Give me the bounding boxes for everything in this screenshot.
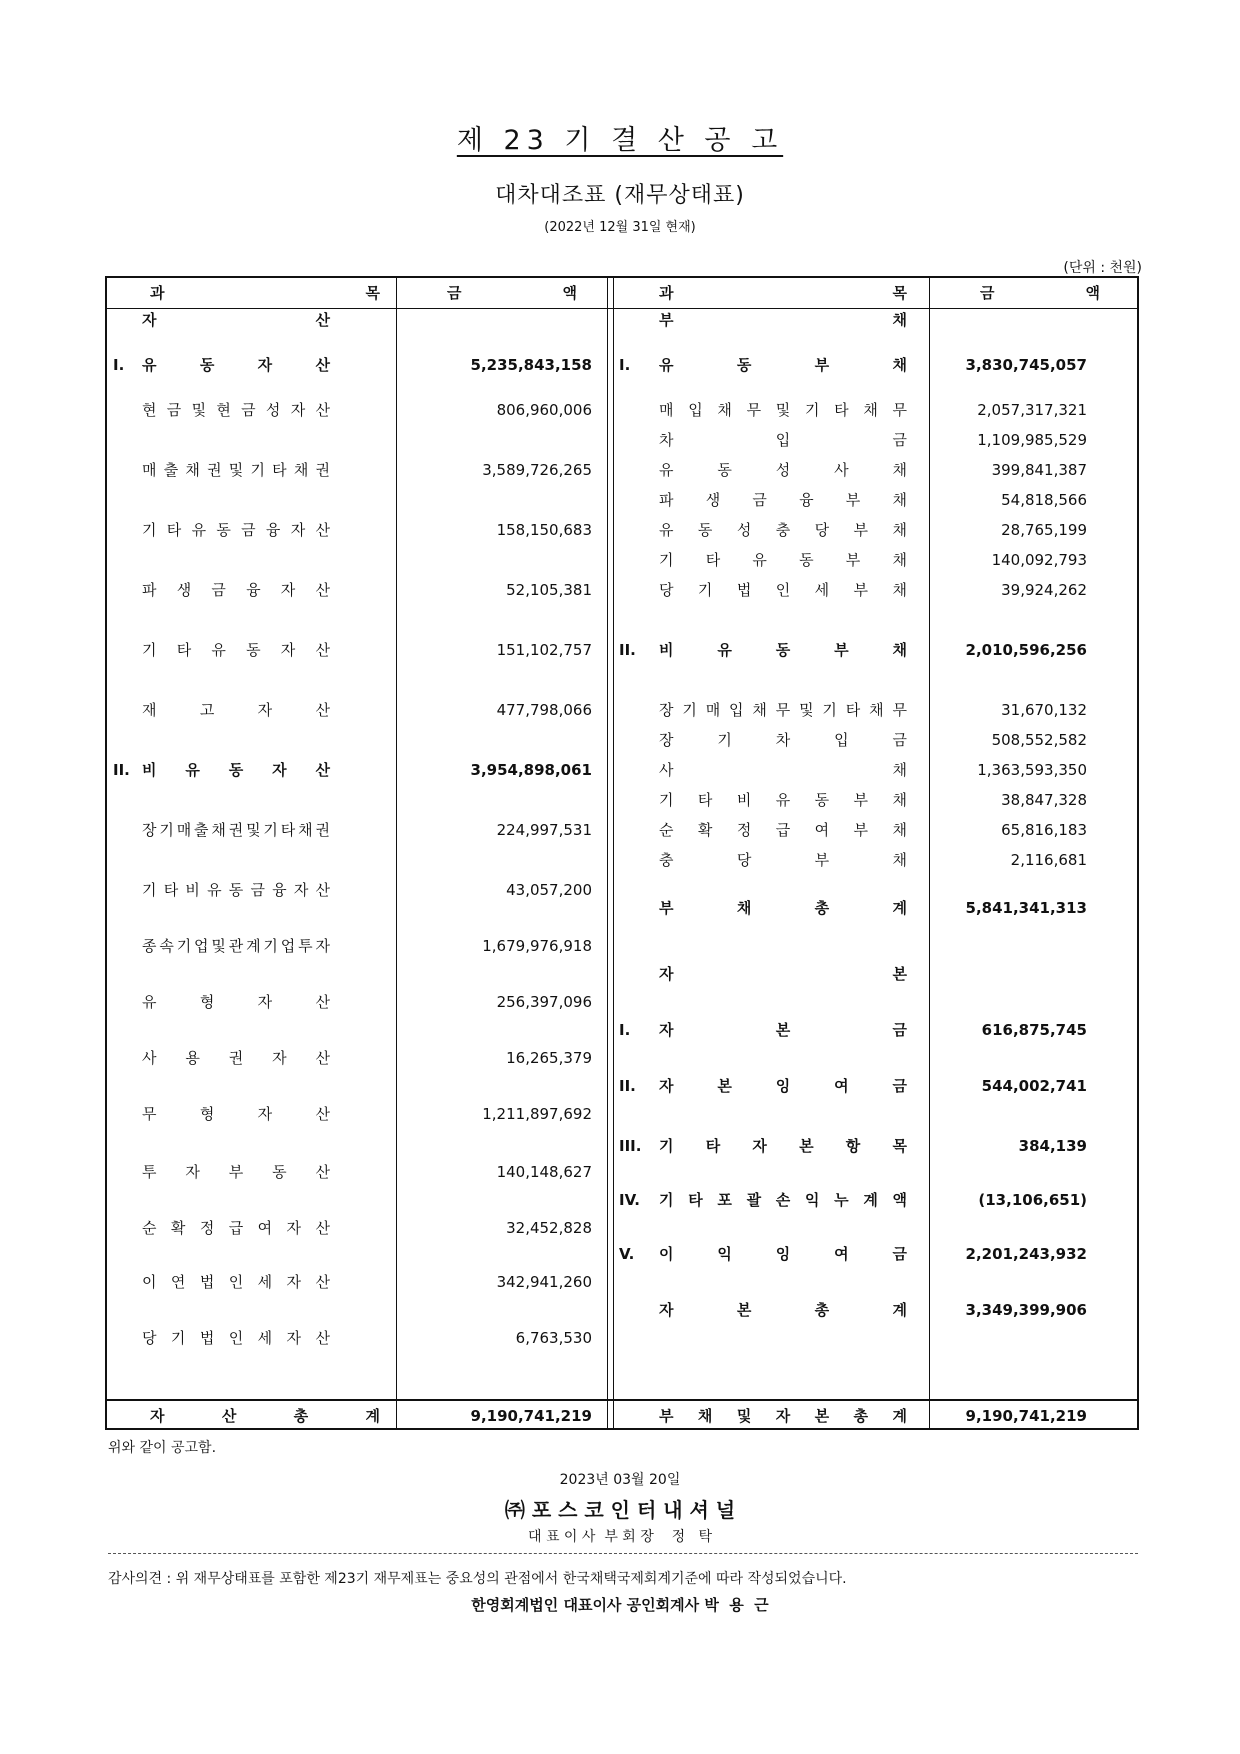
representative: 대 표 이 사 부 회 장 정 탁 xyxy=(527,1529,713,1545)
account-amount: 140,148,627 xyxy=(496,1163,592,1181)
account-amount: 1,211,897,692 xyxy=(482,1105,592,1123)
account-amount: 508,552,582 xyxy=(991,731,1087,749)
item-number: III. xyxy=(619,1137,642,1155)
account-amount: 5,235,843,158 xyxy=(470,356,592,374)
account-amount: 2,201,243,932 xyxy=(965,1245,1087,1263)
statement-title: 대차대조표 (재무상태표) xyxy=(495,183,745,208)
total-liab-equity-label: 부 채 및 자 본 총 계 xyxy=(659,1407,907,1425)
item-number: II. xyxy=(619,1077,636,1095)
account-name: 기 타 유 동 금 융 자 산 xyxy=(142,521,330,539)
account-amount: 616,875,745 xyxy=(981,1021,1087,1039)
item-number: IV. xyxy=(619,1191,640,1209)
column-divider xyxy=(396,278,397,1428)
column-divider xyxy=(607,278,608,1428)
account-name: 충 당 부 채 xyxy=(659,851,907,869)
account-amount: (13,106,651) xyxy=(978,1191,1087,1209)
account-name: 재 고 자 산 xyxy=(142,701,330,719)
account-name: 자 본 총 계 xyxy=(659,1301,907,1319)
account-amount: 256,397,096 xyxy=(496,993,592,1011)
account-name: 기 타 자 본 항 목 xyxy=(659,1137,907,1155)
company-name: ㈜ 포 스 코 인 터 내 셔 널 xyxy=(504,1498,736,1522)
account-name: 유 동 성 사 채 xyxy=(659,461,907,479)
account-name: 이 연 법 인 세 자 산 xyxy=(142,1273,330,1291)
account-name: 당 기 법 인 세 자 산 xyxy=(142,1329,330,1347)
account-name: 유 동 자 산 xyxy=(142,356,330,374)
account-amount: 3,954,898,061 xyxy=(470,761,592,779)
left-subject-header: 과 목 xyxy=(150,284,380,302)
account-amount: 151,102,757 xyxy=(496,641,592,659)
account-amount: 1,679,976,918 xyxy=(482,937,592,955)
item-number: I. xyxy=(619,1021,631,1039)
account-name: 기 타 유 동 부 채 xyxy=(659,551,907,569)
item-number: II. xyxy=(619,641,636,659)
item-number: I. xyxy=(113,356,125,374)
account-amount: 43,057,200 xyxy=(506,881,592,899)
account-amount: 3,349,399,906 xyxy=(965,1301,1087,1319)
account-name: 투 자 부 동 산 xyxy=(142,1163,330,1181)
account-name: 기 타 포 괄 손 익 누 계 액 xyxy=(659,1191,907,1209)
account-amount: 1,109,985,529 xyxy=(977,431,1087,449)
account-name: 장 기 매 입 채 무 및 기 타 채 무 xyxy=(659,701,907,719)
account-name: 유 동 성 충 당 부 채 xyxy=(659,521,907,539)
account-name: 파 생 금 융 부 채 xyxy=(659,491,907,509)
account-name: 종 속 기 업 및 관 계 기 업 투 자 xyxy=(142,937,330,955)
notice-text: 위와 같이 공고함. xyxy=(108,1440,217,1456)
audit-opinion: 감사의견 : 위 재무상태표를 포함한 제23기 재무제표는 중요성의 관점에서 한국채택국제회계기준에 따라 작성되었습니다. xyxy=(108,1571,847,1587)
account-name: 기 타 비 유 동 금 융 자 산 xyxy=(142,881,330,899)
notice-date: 2023년 03월 20일 xyxy=(559,1472,681,1488)
account-name: 사 채 xyxy=(659,761,907,779)
account-name: 장 기 매 출 채 권 및 기 타 채 권 xyxy=(142,821,330,839)
account-amount: 399,841,387 xyxy=(991,461,1087,479)
total-liab-equity-amount: 9,190,741,219 xyxy=(965,1407,1087,1425)
account-amount: 3,830,745,057 xyxy=(965,356,1087,374)
account-amount: 38,847,328 xyxy=(1001,791,1087,809)
account-name: 순 확 정 급 여 자 산 xyxy=(142,1219,330,1237)
account-name: 기 타 비 유 동 부 채 xyxy=(659,791,907,809)
account-amount: 2,057,317,321 xyxy=(977,401,1087,419)
account-name: 부 채 xyxy=(659,311,907,329)
account-amount: 5,841,341,313 xyxy=(965,899,1087,917)
column-divider xyxy=(613,278,614,1428)
account-amount: 65,816,183 xyxy=(1001,821,1087,839)
account-amount: 2,116,681 xyxy=(1010,851,1087,869)
total-assets-label: 자 산 총 계 xyxy=(150,1407,380,1425)
total-assets-amount: 9,190,741,219 xyxy=(470,1407,592,1425)
account-amount: 54,818,566 xyxy=(1001,491,1087,509)
account-amount: 31,670,132 xyxy=(1001,701,1087,719)
totals-divider xyxy=(107,1399,1137,1401)
account-name: 당 기 법 인 세 부 채 xyxy=(659,581,907,599)
account-name: 자 산 xyxy=(142,311,330,329)
account-name: 자 본 xyxy=(659,965,907,983)
account-name: 파 생 금 융 자 산 xyxy=(142,581,330,599)
account-name: 자 본 잉 여 금 xyxy=(659,1077,907,1095)
account-name: 이 익 잉 여 금 xyxy=(659,1245,907,1263)
account-name: 순 확 정 급 여 부 채 xyxy=(659,821,907,839)
account-amount: 52,105,381 xyxy=(506,581,592,599)
account-amount: 6,763,530 xyxy=(515,1329,592,1347)
as-of-date: (2022년 12월 31일 현재) xyxy=(544,220,696,235)
account-name: 무 형 자 산 xyxy=(142,1105,330,1123)
item-number: II. xyxy=(113,761,130,779)
account-name: 차 입 금 xyxy=(659,431,907,449)
account-amount: 224,997,531 xyxy=(496,821,592,839)
account-name: 현 금 및 현 금 성 자 산 xyxy=(142,401,330,419)
auditor: 한영회계법인 대표이사 공인회계사 박 용 근 xyxy=(471,1596,769,1614)
account-amount: 806,960,006 xyxy=(496,401,592,419)
account-amount: 384,139 xyxy=(1018,1137,1087,1155)
account-amount: 39,924,262 xyxy=(1001,581,1087,599)
item-number: V. xyxy=(619,1245,635,1263)
account-amount: 28,765,199 xyxy=(1001,521,1087,539)
account-amount: 3,589,726,265 xyxy=(482,461,592,479)
left-amount-header: 금 액 xyxy=(447,284,577,302)
account-amount: 544,002,741 xyxy=(981,1077,1087,1095)
right-subject-header: 과 목 xyxy=(659,284,907,302)
account-name: 기 타 유 동 자 산 xyxy=(142,641,330,659)
account-name: 부 채 총 계 xyxy=(659,899,907,917)
account-amount: 1,363,593,350 xyxy=(977,761,1087,779)
account-amount: 342,941,260 xyxy=(496,1273,592,1291)
account-amount: 140,092,793 xyxy=(991,551,1087,569)
account-name: 비 유 동 부 채 xyxy=(659,641,907,659)
account-name: 매 입 채 무 및 기 타 채 무 xyxy=(659,401,907,419)
right-amount-header: 금 액 xyxy=(980,284,1100,302)
account-amount: 16,265,379 xyxy=(506,1049,592,1067)
account-name: 유 동 부 채 xyxy=(659,356,907,374)
account-name: 사 용 권 자 산 xyxy=(142,1049,330,1067)
notice-title: 제 23 기 결 산 공 고 xyxy=(456,125,784,156)
unit-label: (단위 : 천원) xyxy=(1063,260,1142,276)
account-amount: 477,798,066 xyxy=(496,701,592,719)
column-divider xyxy=(929,278,930,1428)
account-name: 자 본 금 xyxy=(659,1021,907,1039)
account-amount: 158,150,683 xyxy=(496,521,592,539)
item-number: I. xyxy=(619,356,631,374)
header-divider xyxy=(107,308,1137,309)
balance-sheet-table xyxy=(105,276,1139,1430)
account-name: 비 유 동 자 산 xyxy=(142,761,330,779)
account-amount: 32,452,828 xyxy=(506,1219,592,1237)
account-name: 유 형 자 산 xyxy=(142,993,330,1011)
account-name: 장 기 차 입 금 xyxy=(659,731,907,749)
separator-line xyxy=(108,1553,1138,1554)
account-amount: 2,010,596,256 xyxy=(965,641,1087,659)
account-name: 매 출 채 권 및 기 타 채 권 xyxy=(142,461,330,479)
